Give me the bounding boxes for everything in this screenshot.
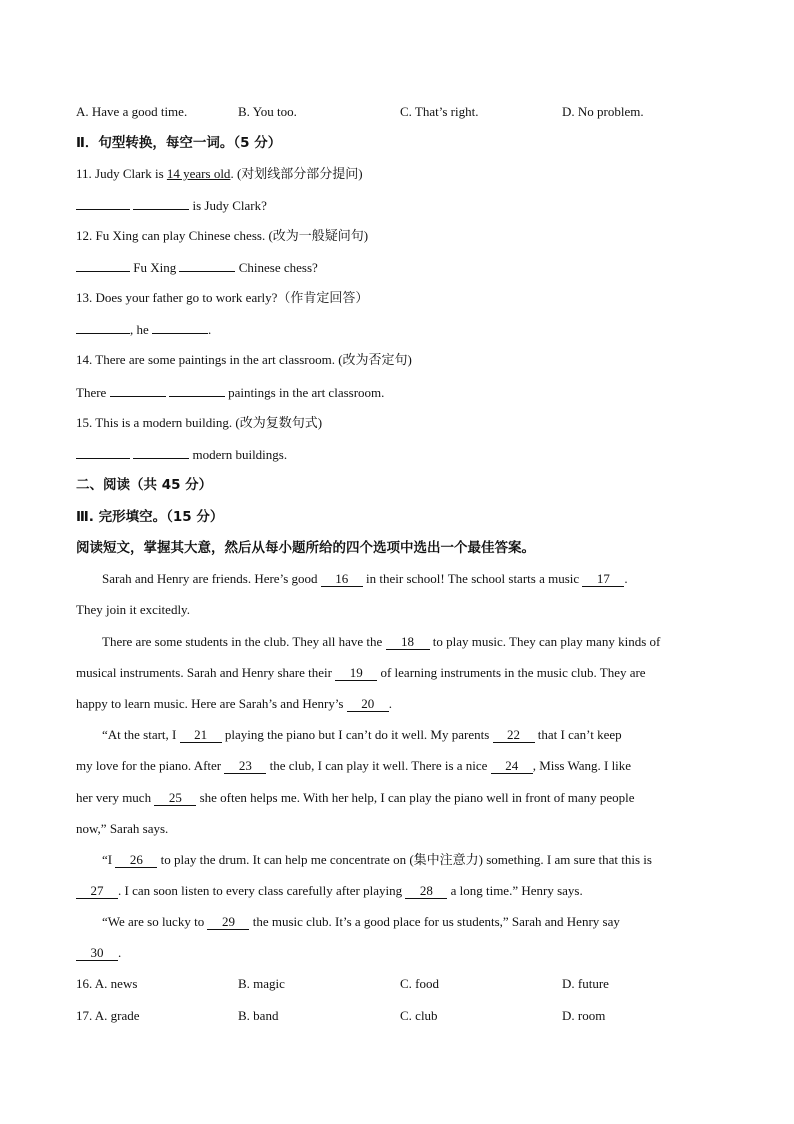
blank-16[interactable]: 16	[321, 572, 363, 587]
option-b: B. magic	[238, 976, 285, 991]
passage-line: “We are so lucky to 29 the music club. It’s a good place for us students,” Sarah and Henry say	[102, 914, 620, 929]
answer-line-13: , he .	[76, 321, 718, 338]
passage-line: her very much 25 she often helps me. With her help, I can play the piano well in front of many people	[76, 790, 635, 805]
section-title: Ⅱ．句型转换，每空一词。（5 分）	[76, 135, 282, 151]
blank-21[interactable]: 21	[180, 728, 222, 743]
answer-blank[interactable]	[76, 259, 130, 272]
passage-line: happy to learn music. Here are Sarah’s and Henry’s 20 .	[76, 696, 392, 711]
blank-28[interactable]: 28	[405, 884, 447, 899]
blank-22[interactable]: 22	[493, 728, 535, 743]
option-c: C. food	[400, 976, 439, 991]
answer-line-11: is Judy Clark?	[76, 197, 718, 214]
section-title: Ⅲ. 完形填空。（15 分）	[76, 509, 224, 525]
blank-29[interactable]: 29	[207, 915, 249, 930]
answer-blank[interactable]	[133, 446, 189, 459]
blank-19[interactable]: 19	[335, 666, 377, 681]
question-11: 11. Judy Clark is 14 years old. (对划线部分部分提问)	[76, 166, 363, 181]
answer-line-14: There paintings in the art classroom.	[76, 385, 385, 400]
option-d: D. future	[562, 976, 609, 991]
blank-30[interactable]: 30	[76, 946, 118, 961]
option-b: B. You too.	[238, 104, 297, 119]
passage-line: They join it excitedly.	[76, 602, 190, 617]
underlined-phrase: 14 years old	[166, 166, 231, 181]
blank-23[interactable]: 23	[224, 759, 266, 774]
passage-line: my love for the piano. After 23 the club, I can play it well. There is a nice 24 , Miss Wang. I like	[76, 758, 632, 773]
answer-blank[interactable]	[76, 446, 130, 459]
option-b: B. band	[238, 1008, 279, 1023]
option-c: C. That’s right.	[400, 104, 479, 119]
option-c: C. club	[400, 1008, 438, 1023]
blank-20[interactable]: 20	[347, 697, 389, 712]
option-a: A. Have a good time.	[76, 104, 188, 119]
passage-line: Sarah and Henry are friends. Here’s good 16 in their school! The school starts a music 17 .	[102, 571, 628, 586]
answer-blank[interactable]	[179, 259, 235, 272]
instructions: 阅读短文，掌握其大意，然后从每小题所给的四个选项中选出一个最佳答案。	[76, 540, 535, 556]
option-d: D. room	[562, 1008, 606, 1023]
answer-line-15: modern buildings.	[76, 446, 718, 463]
part-title: 二、阅读（共 45 分）	[76, 477, 213, 493]
q17-options	[76, 1008, 726, 1024]
question-15: 15. This is a modern building. (改为复数句式)	[76, 415, 323, 430]
answer-blank[interactable]	[169, 384, 225, 397]
blank-17[interactable]: 17	[582, 572, 624, 587]
answer-blank[interactable]	[152, 321, 208, 334]
passage-line: 27 . I can soon listen to every class carefully after playing 28 a long time.” Henry says.	[76, 883, 718, 899]
question-13: 13. Does your father go to work early?（作肯定回答）	[76, 290, 369, 305]
blank-25[interactable]: 25	[154, 791, 196, 806]
q10-options	[76, 104, 726, 120]
question-14: 14. There are some paintings in the art classroom. (改为否定句)	[76, 352, 412, 367]
answer-blank[interactable]	[110, 384, 166, 397]
blank-27[interactable]: 27	[76, 884, 118, 899]
passage-line: “I 26 to play the drum. It can help me concentrate on (集中注意力) something. I am sure that this is	[102, 852, 652, 867]
answer-blank[interactable]	[76, 197, 130, 210]
blank-24[interactable]: 24	[491, 759, 533, 774]
passage-line: now,” Sarah says.	[76, 821, 169, 836]
option-d: D. No problem.	[562, 104, 644, 119]
passage-line: musical instruments. Sarah and Henry share their 19 of learning instruments in the music club. They are	[76, 665, 646, 680]
option-a: 16. A. news	[76, 976, 138, 991]
question-12: 12. Fu Xing can play Chinese chess. (改为一般疑问句)	[76, 228, 369, 243]
option-a: 17. A. grade	[76, 1008, 140, 1023]
passage-line: “At the start, I 21 playing the piano but I can’t do it well. My parents 22 that I can’t keep	[102, 727, 622, 742]
answer-blank[interactable]	[76, 321, 130, 334]
passage-line: There are some students in the club. They all have the 18 to play music. They can play many kinds of	[102, 634, 661, 649]
answer-line-12: Fu Xing Chinese chess?	[76, 259, 718, 276]
q16-options	[76, 976, 726, 992]
answer-blank[interactable]	[133, 197, 189, 210]
blank-18[interactable]: 18	[386, 635, 430, 650]
blank-26[interactable]: 26	[115, 853, 157, 868]
passage-line: 30 .	[76, 945, 718, 961]
